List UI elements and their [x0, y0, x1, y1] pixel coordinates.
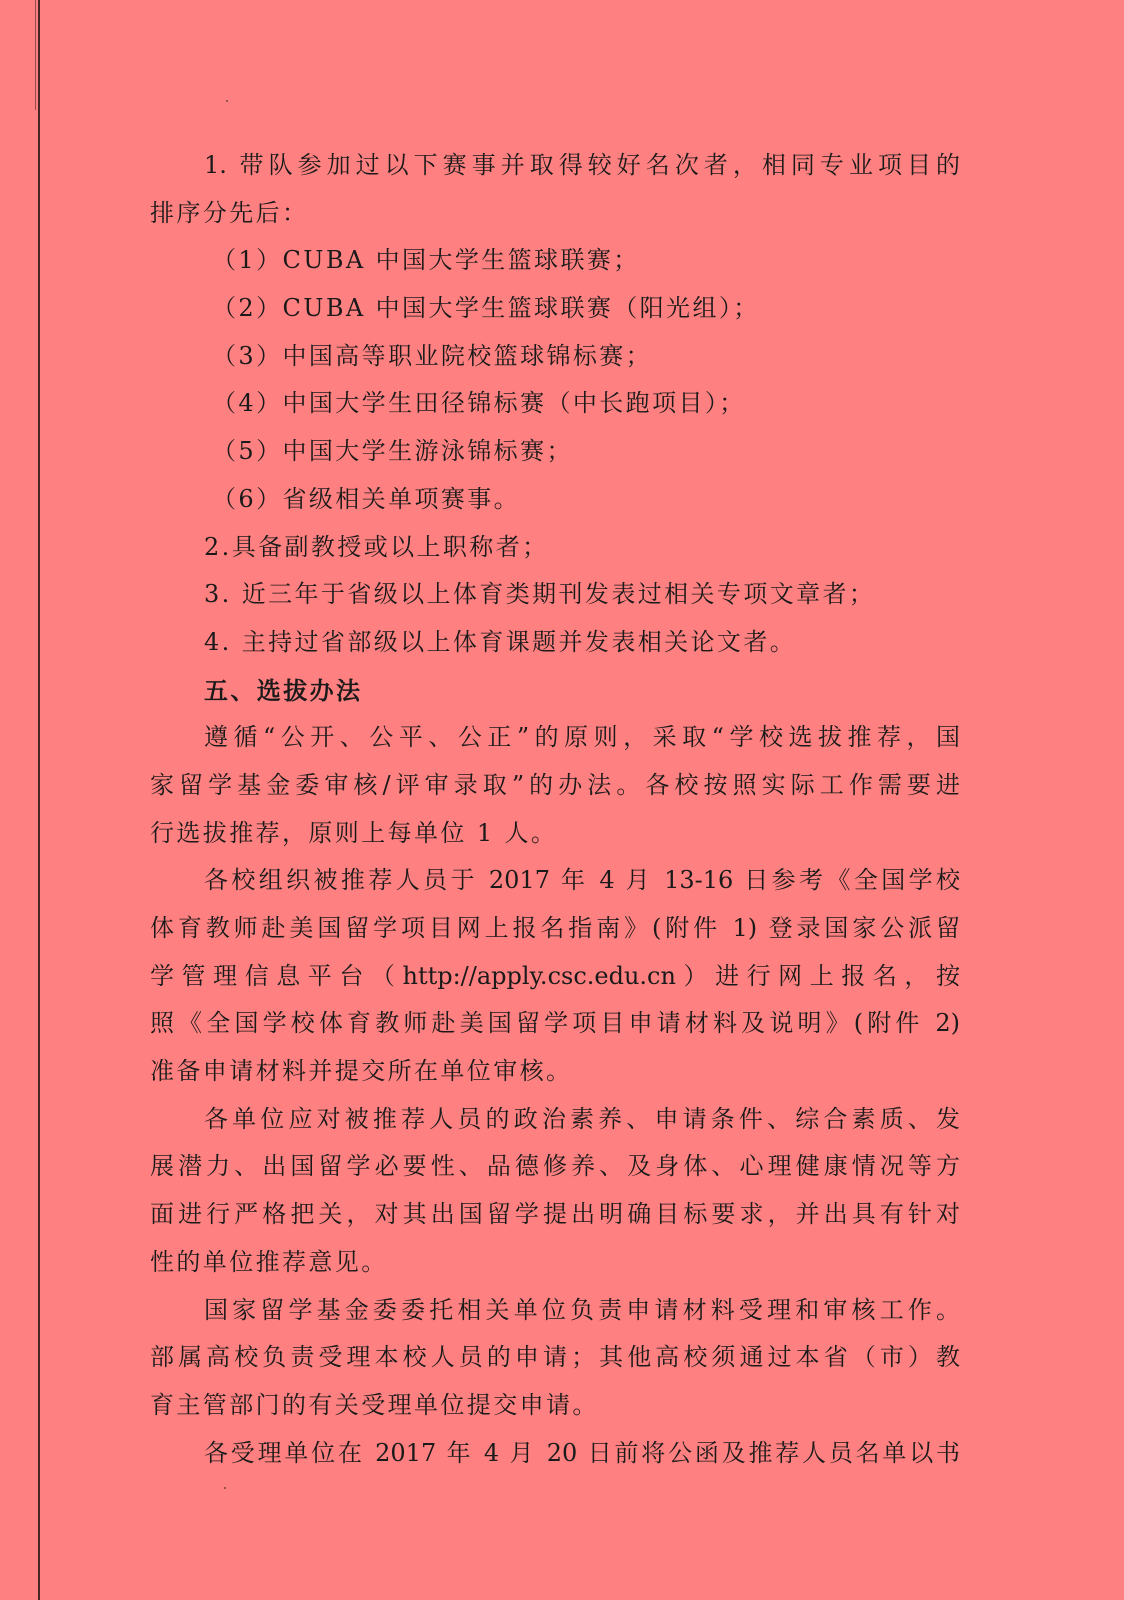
- text-line: 3. 近三年于省级以上体育类期刊发表过相关专项文章者；: [204, 580, 876, 609]
- text-line: 国家留学基金委委托相关单位负责申请材料受理和审核工作。: [204, 1295, 960, 1324]
- text-line: 体育教师赴美国留学项目网上报名指南》(附件 1) 登录国家公派留: [150, 914, 960, 942]
- text-line: 准备申请材料并提交所在单位审核。: [150, 1057, 573, 1086]
- list-item: （3）中国高等职业院校篮球锦标赛；: [212, 341, 653, 370]
- scan-speck: [226, 100, 228, 102]
- text-line: 部属高校负责受理本校人员的申请；其他高校须通过本省（市）教: [150, 1343, 960, 1372]
- scan-speck: [224, 1487, 226, 1489]
- text-line: 家留学基金委审核/评审录取”的办法。各校按照实际工作需要进: [150, 770, 960, 799]
- text-line: 2.具备副教授或以上职称者；: [204, 532, 549, 561]
- scan-edge-line-top: [35, 0, 36, 110]
- list-item: （6）省级相关单项赛事。: [212, 484, 521, 513]
- list-item: （4）中国大学生田径锦标赛（中长跑项目）；: [212, 389, 746, 418]
- text-line: 行选拔推荐，原则上每单位 1 人。: [150, 818, 558, 847]
- section-heading: 五、选拔办法: [204, 675, 363, 705]
- scan-edge-line: [38, 0, 40, 1600]
- text-line: 4. 主持过省部级以上体育课题并发表相关论文者。: [204, 627, 797, 656]
- list-item: （5）中国大学生游泳锦标赛；: [212, 437, 573, 466]
- list-item: （2）CUBA 中国大学生篮球联赛（阳光组）；: [212, 294, 760, 323]
- text-line: 遵循“公开、公平、公正”的原则，采取“学校选拔推荐，国: [204, 723, 960, 752]
- text-line: 排序分先后：: [150, 198, 309, 227]
- text-line: 各校组织被推荐人员于 2017 年 4 月 13-16 日参考《全国学校: [204, 866, 960, 895]
- text-line: 面进行严格把关，对其出国留学提出明确目标要求，并出具有针对: [150, 1200, 960, 1229]
- text-line: 各受理单位在 2017 年 4 月 20 日前将公函及推荐人员名单以书: [204, 1438, 960, 1467]
- document-body: [150, 142, 960, 1477]
- text-line: 展潜力、出国留学必要性、品德修养、及身体、心理健康情况等方: [150, 1152, 960, 1181]
- text-line: 1. 带队参加过以下赛事并取得较好名次者，相同专业项目的: [204, 151, 960, 179]
- text-line: 学管理信息平台（http://apply.csc.edu.cn）进行网上报名，按: [150, 961, 960, 990]
- text-line: 各单位应对被推荐人员的政治素养、申请条件、综合素质、发: [204, 1104, 960, 1133]
- list-item: （1）CUBA 中国大学生篮球联赛；: [212, 246, 640, 275]
- text-line: 照《全国学校体育教师赴美国留学项目申请材料及说明》(附件 2): [150, 1009, 960, 1038]
- text-line: 育主管部门的有关受理单位提交申请。: [150, 1390, 599, 1419]
- text-line: 性的单位推荐意见。: [150, 1247, 388, 1276]
